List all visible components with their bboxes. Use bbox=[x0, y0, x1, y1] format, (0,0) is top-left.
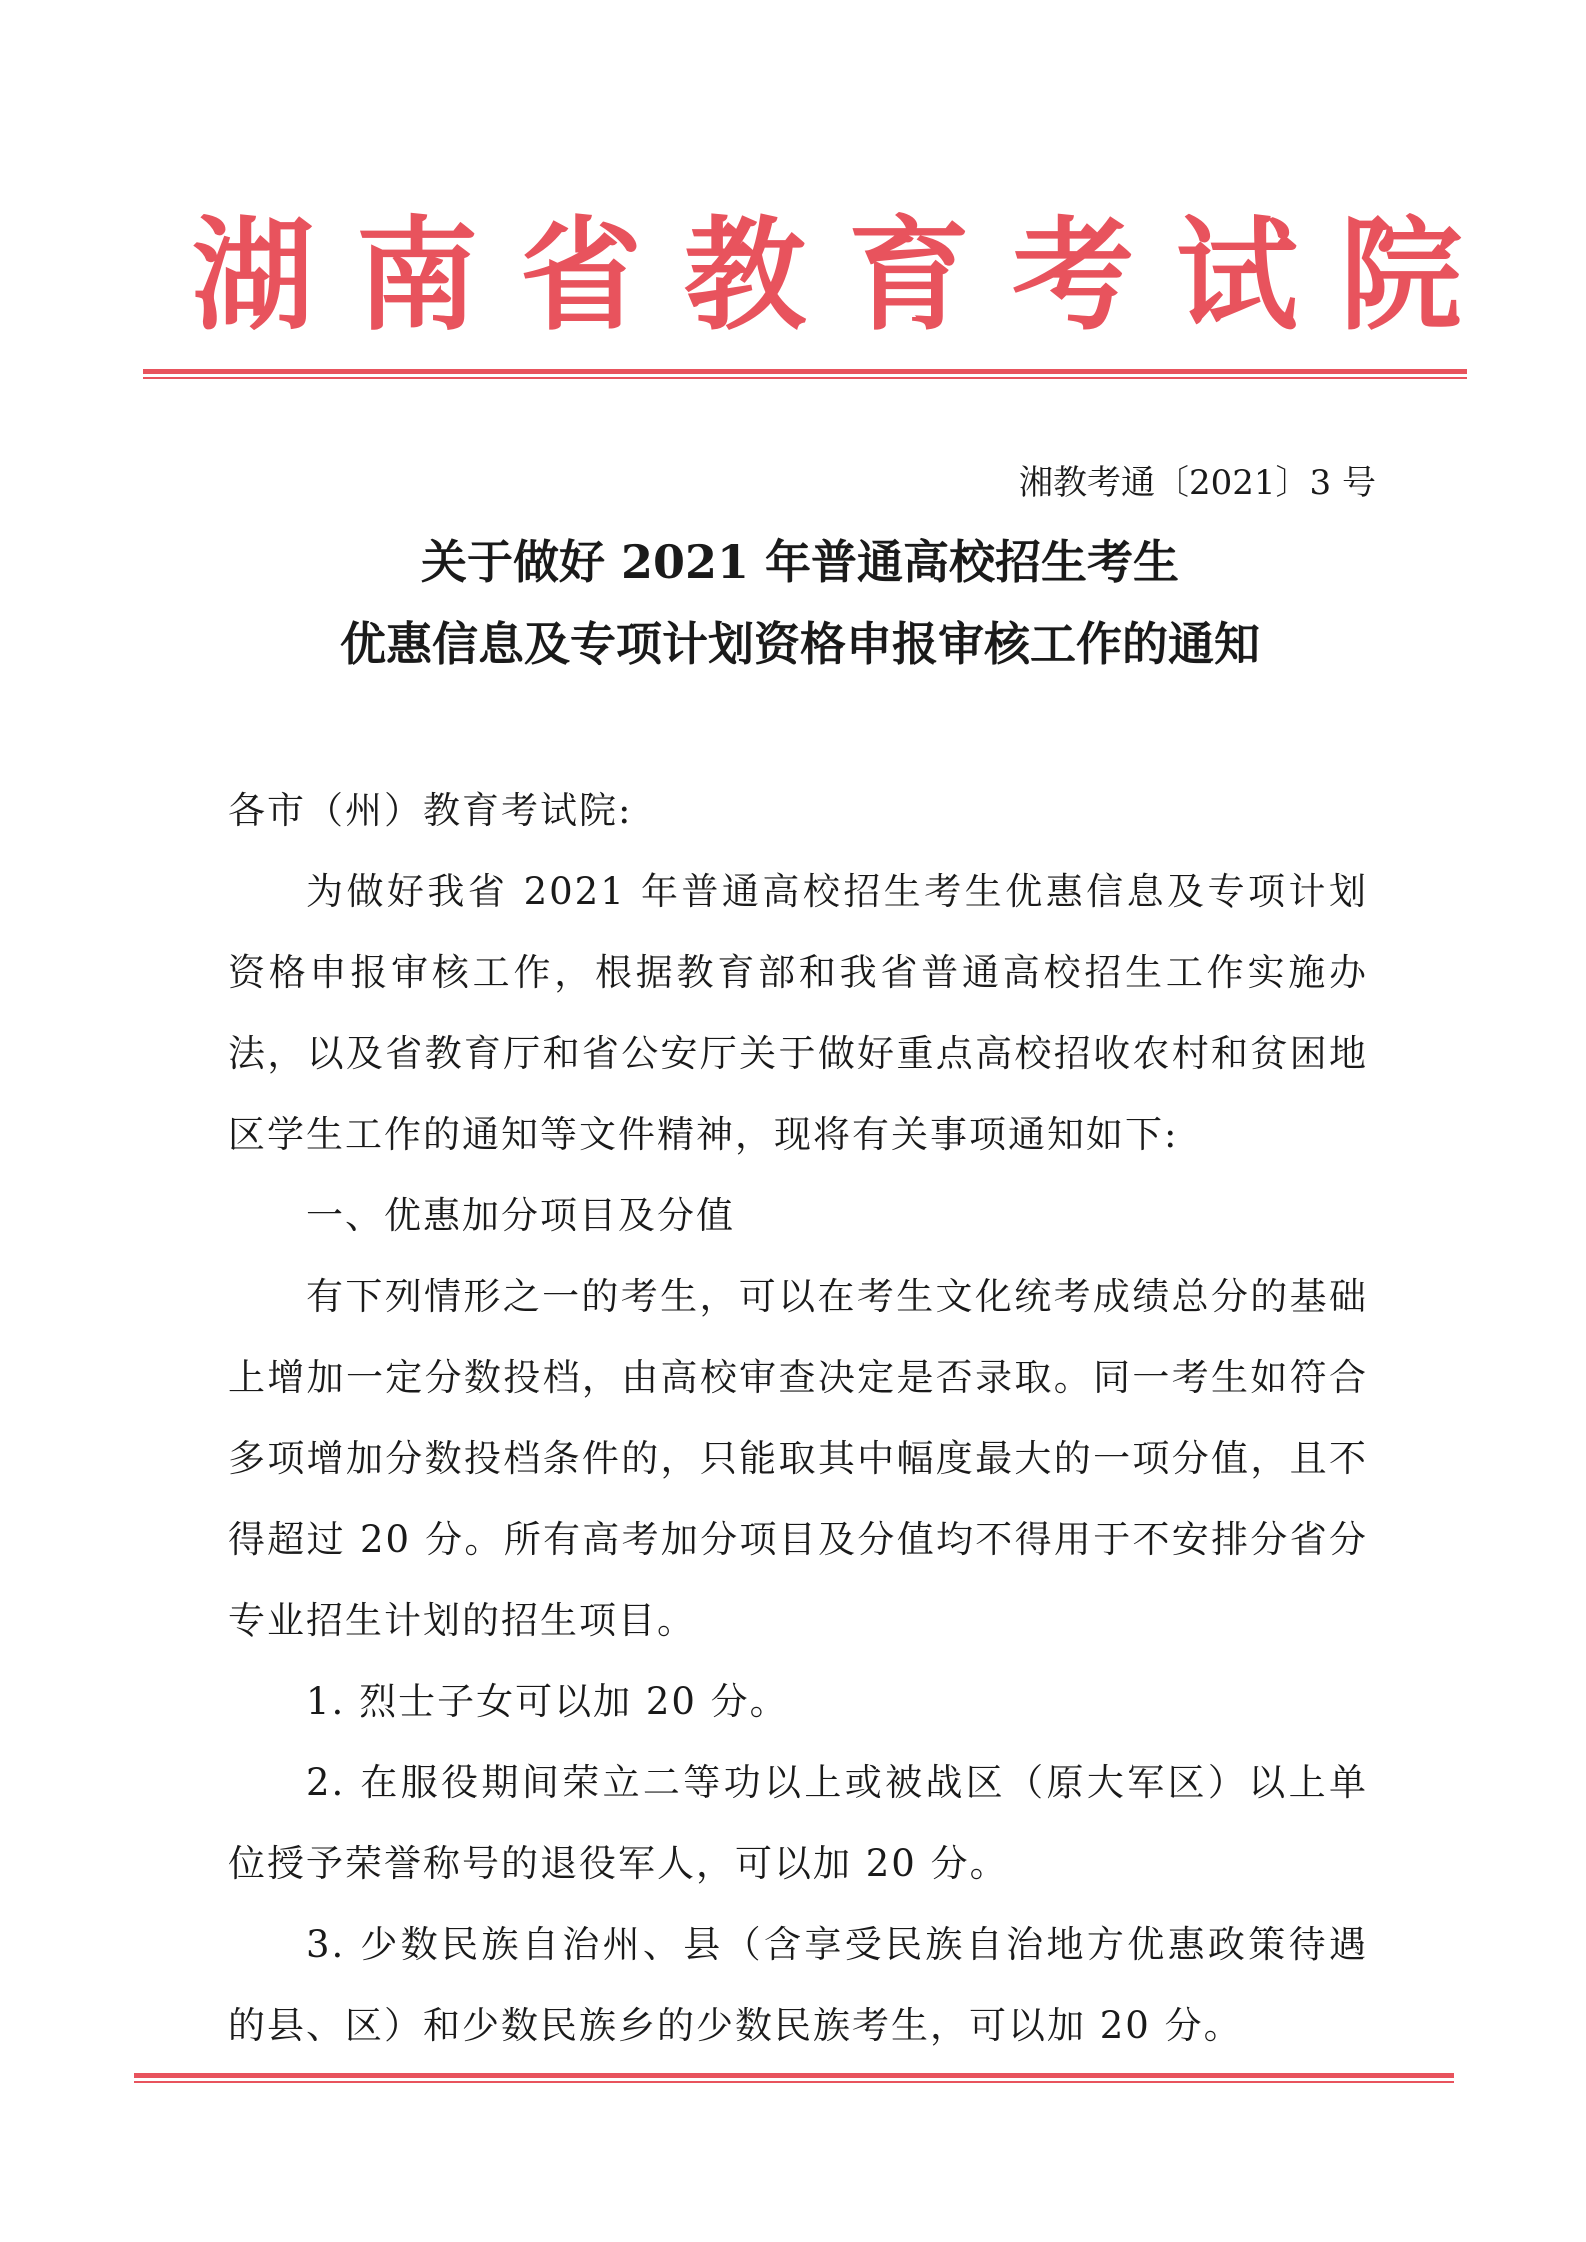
document-title-line-1: 关于做好 2021 年普通高校招生考生 bbox=[420, 535, 1180, 589]
document-title-line-2: 优惠信息及专项计划资格申报审核工作的通知 bbox=[340, 617, 1260, 671]
list-item-2: 2. 在服役期间荣立二等功以上或被战区（原大军区）以上单位授予荣誉称号的退役军人，可以加 20 分。 bbox=[228, 1761, 1368, 1885]
section-heading: 一、优惠加分项目及分值 bbox=[306, 1194, 735, 1237]
list-item-3: 3. 少数民族自治州、县（含享受民族自治地方优惠政策待遇的县、区）和少数民族乡的少数民族考生，可以加 20 分。 bbox=[228, 1923, 1368, 2047]
header-red-rule bbox=[143, 369, 1467, 379]
paragraph-rules: 有下列情形之一的考生，可以在考生文化统考成绩总分的基础上增加一定分数投档，由高校审查决定是否录取。同一考生如符合多项增加分数投档条件的，只能取其中幅度最大的一项分值，且不得超过 20 分。所有高考加分项目及分值均不得用于不安排分省分专业招生计划的招生项目。 bbox=[228, 1275, 1368, 1642]
organization-header: 湖南省教育考试院 bbox=[192, 203, 1504, 347]
footer-red-rule bbox=[134, 2073, 1454, 2083]
list-item-1: 1. 烈士子女可以加 20 分。 bbox=[306, 1680, 789, 1723]
salutation: 各市（州）教育考试院: bbox=[228, 789, 633, 832]
paragraph-intro: 为做好我省 2021 年普通高校招生考生优惠信息及专项计划资格申报审核工作，根据教育部和我省普通高校招生工作实施办法，以及省教育厅和省公安厅关于做好重点高校招收农村和贫困地区学生工作的通知等文件精神，现将有关事项通知如下: bbox=[228, 870, 1368, 1156]
document-number: 湘教考通〔2021〕3 号 bbox=[1019, 463, 1376, 503]
document-body bbox=[228, 770, 1368, 2066]
